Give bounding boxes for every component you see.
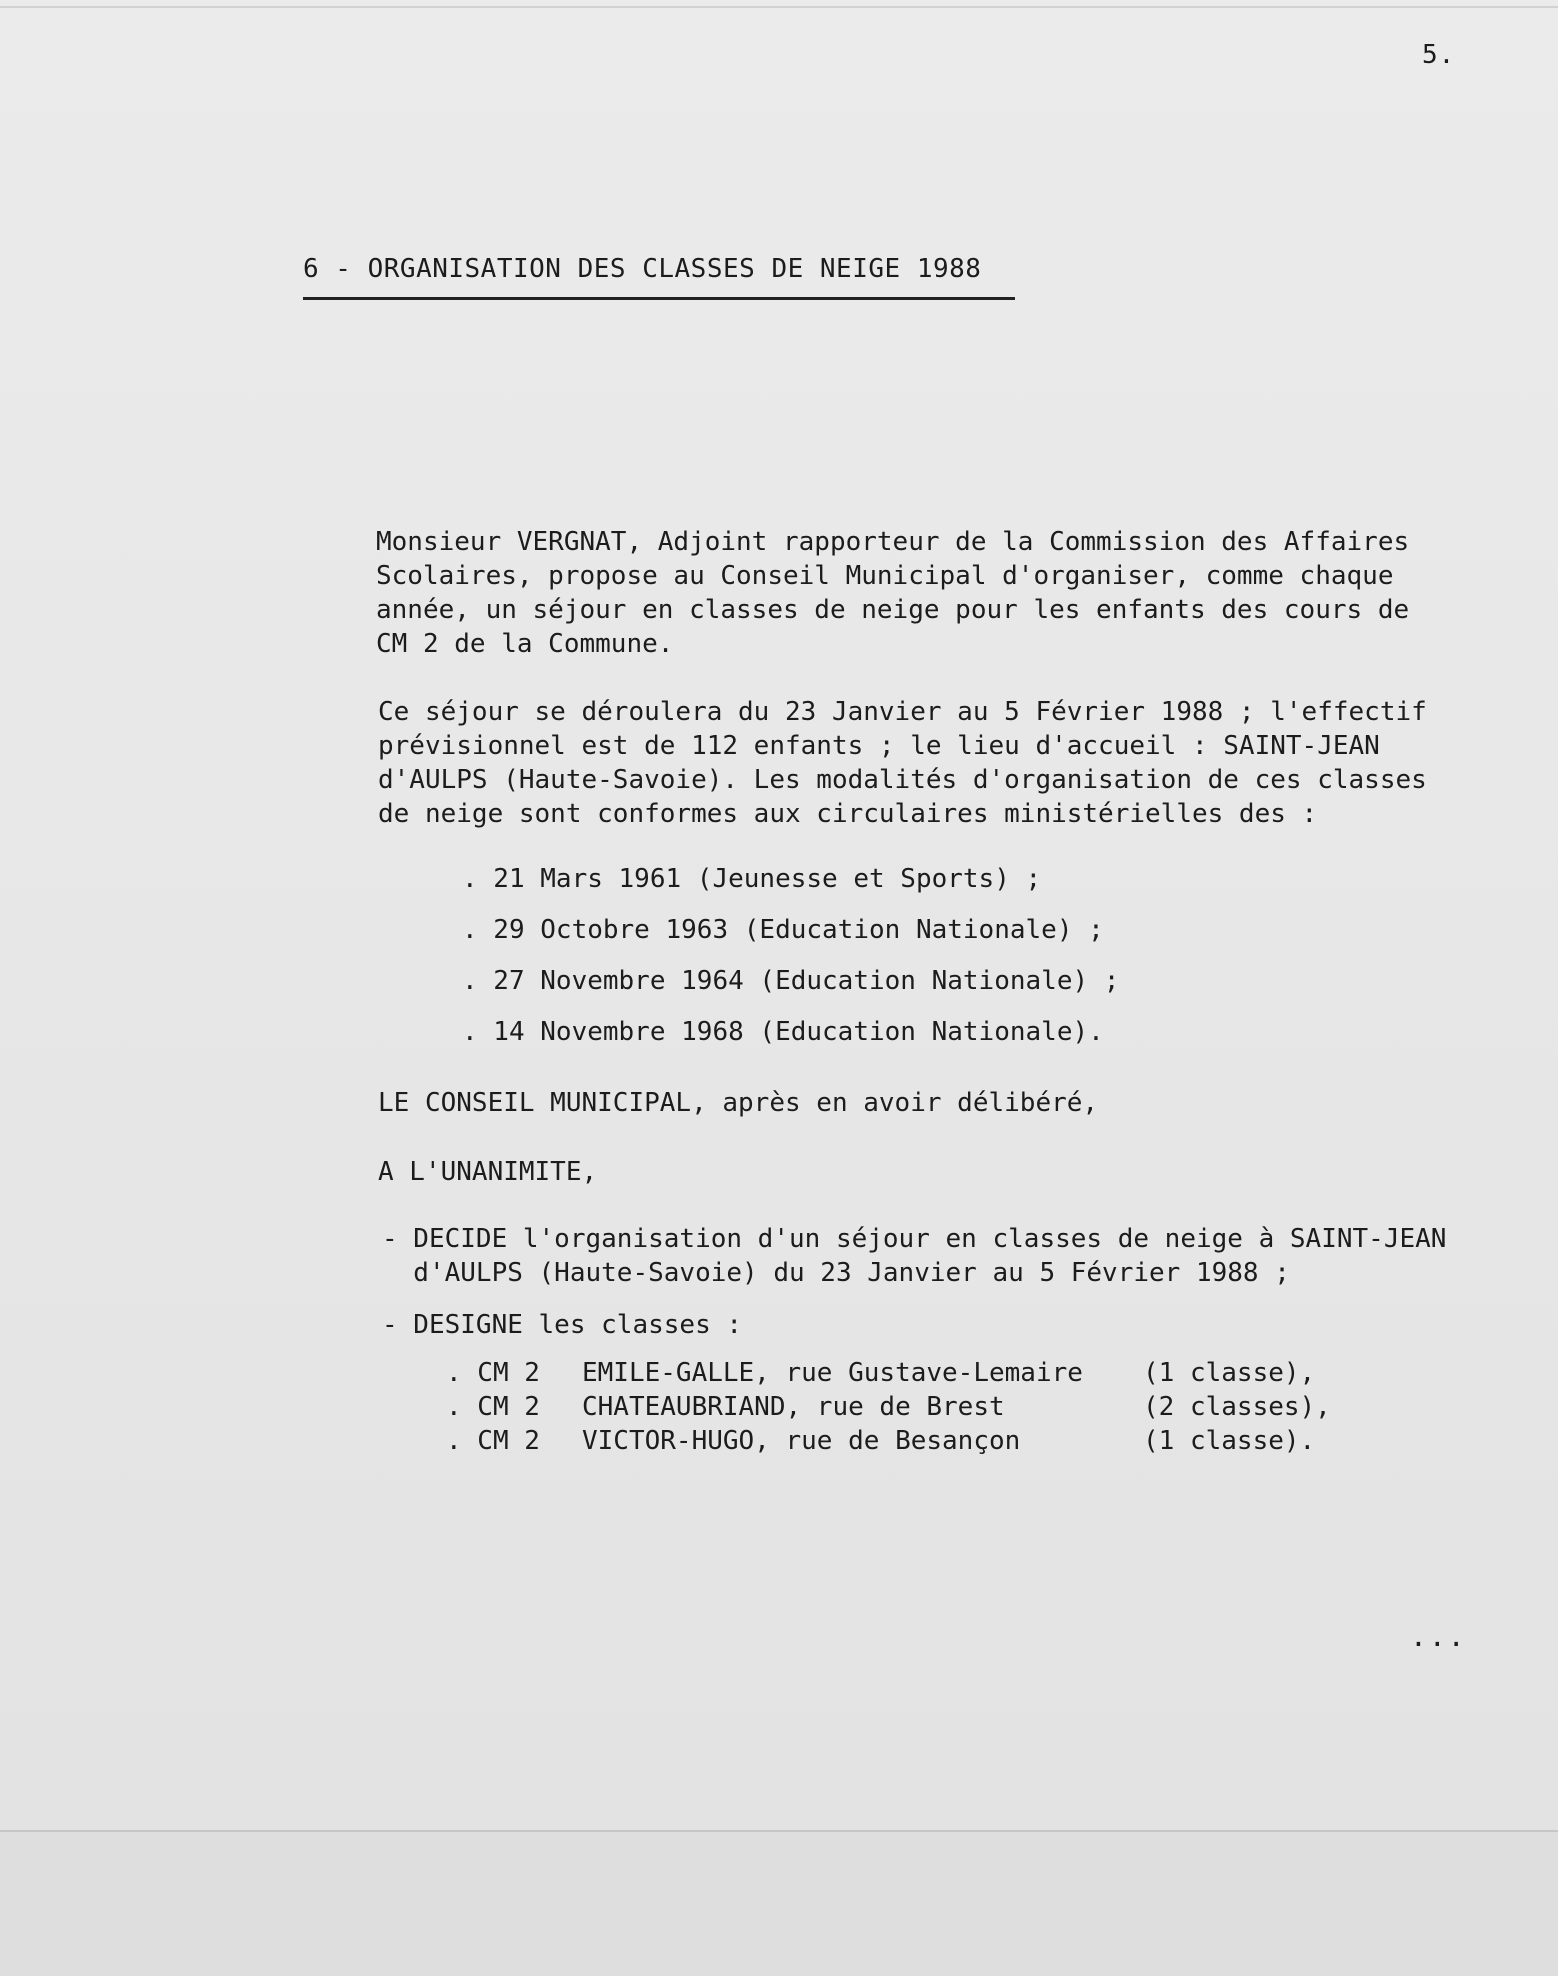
class-level: . CM 2 [446, 1358, 540, 1388]
page-number: 5. [1422, 40, 1456, 70]
class-count: (2 classes), [1143, 1392, 1331, 1422]
details-paragraph [378, 695, 1427, 831]
details-line: de neige sont conformes aux circulaires ministérielles des : [378, 799, 1318, 829]
decision-line: - DECIDE l'organisation d'un séjour en classes de neige à SAINT-JEAN [382, 1224, 1447, 1254]
class-level: . CM 2 [446, 1426, 540, 1456]
details-line: d'AULPS (Haute-Savoie). Les modalités d'organisation de ces classes [378, 765, 1427, 795]
details-line: Ce séjour se déroulera du 23 Janvier au 5 Février 1988 ; l'effectif [378, 697, 1427, 727]
page-top-edge [0, 6, 1558, 8]
continuation-mark: ... [1410, 1620, 1467, 1653]
intro-line: Monsieur VERGNAT, Adjoint rapporteur de la Commission des Affaires [376, 527, 1410, 557]
class-level: . CM 2 [446, 1392, 540, 1422]
circular-item: . 21 Mars 1961 (Jeunesse et Sports) ; [462, 864, 1042, 894]
circulars-list [462, 862, 1119, 1066]
intro-line: année, un séjour en classes de neige pour les enfants des cours de [376, 595, 1410, 625]
decision-block [382, 1222, 1446, 1290]
class-school: CHATEAUBRIAND, rue de Brest [582, 1392, 1005, 1422]
intro-line: Scolaires, propose au Conseil Municipal d'organiser, comme chaque [376, 561, 1394, 591]
class-count: (1 classe), [1143, 1358, 1316, 1388]
intro-line: CM 2 de la Commune. [376, 629, 674, 659]
class-school: EMILE-GALLE, rue Gustave-Lemaire [582, 1358, 1083, 1388]
class-count: (1 classe). [1143, 1426, 1316, 1456]
council-line: LE CONSEIL MUNICIPAL, après en avoir délibéré, [378, 1088, 1099, 1118]
section-title: 6 - ORGANISATION DES CLASSES DE NEIGE 1988 [303, 254, 982, 284]
circular-item: . 27 Novembre 1964 (Education Nationale) ; [462, 966, 1120, 996]
decision-line: d'AULPS (Haute-Savoie) du 23 Janvier au 5 Février 1988 ; [382, 1258, 1290, 1288]
title-underline [303, 297, 1015, 300]
circular-item: . 29 Octobre 1963 (Education Nationale) ; [462, 915, 1104, 945]
scan-background [0, 1832, 1558, 1976]
intro-paragraph [376, 525, 1409, 661]
designation-line: - DESIGNE les classes : [382, 1310, 743, 1340]
circular-item: . 14 Novembre 1968 (Education Nationale). [462, 1017, 1104, 1047]
unanimity-line: A L'UNANIMITE, [378, 1157, 598, 1187]
details-line: prévisionnel est de 112 enfants ; le lieu d'accueil : SAINT-JEAN [378, 731, 1380, 761]
class-school: VICTOR-HUGO, rue de Besançon [582, 1426, 1021, 1456]
